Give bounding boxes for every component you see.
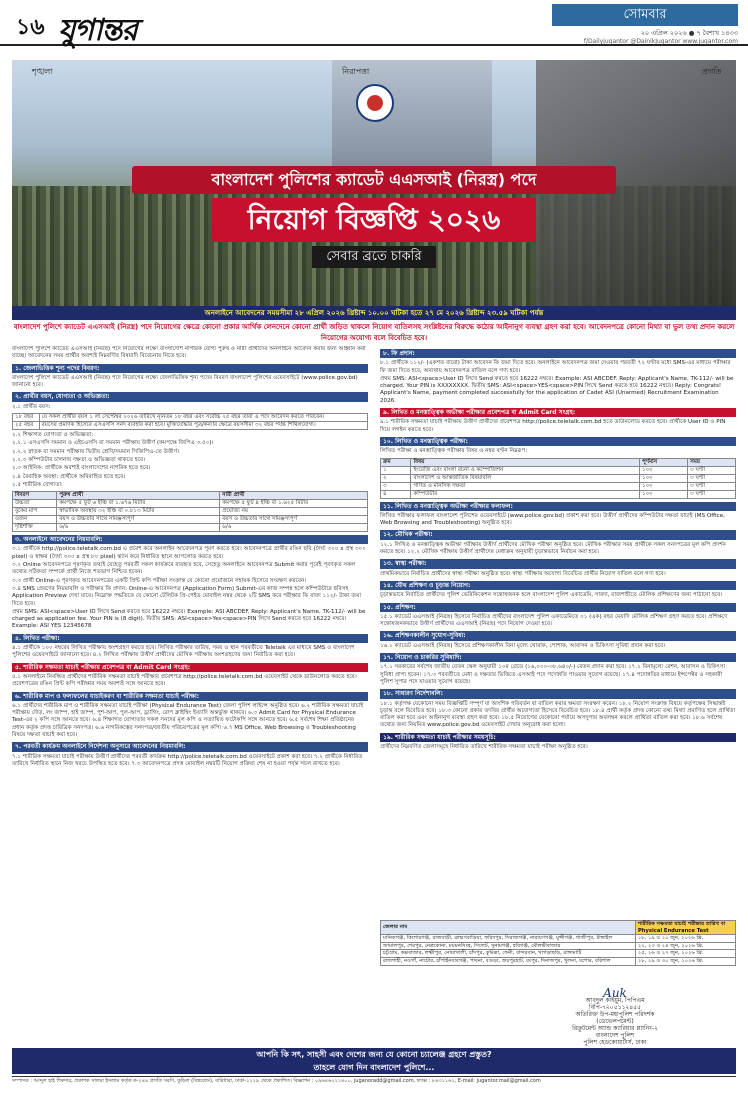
column-header: নারী প্রার্থী bbox=[220, 492, 368, 500]
table-cell: ১০০ bbox=[640, 490, 688, 498]
table-cell: যে সকল প্রার্থীর বয়স ১ লা সেপ্টেম্বর ২০২৬ তারিখে ন্যূনতম ১৮ বছর এবং সর্বোচ্চ ২৫ বছর তারা এ পদে আবেদন করতে পারবেন। bbox=[39, 414, 367, 422]
table-cell: প্রযোজ্য নয় bbox=[220, 508, 368, 516]
banner-line: তাহলে যোগ দিন বাংলাদেশ পুলিশে... bbox=[313, 1063, 435, 1072]
table-cell: কম্পিউটার bbox=[411, 490, 640, 498]
table-row bbox=[381, 474, 736, 482]
table-cell: বয়স ও উচ্চতার সাথে সামঞ্জস্যপূর্ণ bbox=[57, 516, 220, 524]
section-text: লিখিত পরীক্ষার ফলাফল বাংলাদেশ পুলিশের ওয়েবসাইটে (www.police.gov.bd) প্রকাশ করা হবে। উত্তীর্ণ প্রার্থীদের কম্পিউটার দক্ষতা যাচাই (MS Office, Web Browsing and Troubleshooting) অনুষ্ঠিত হবে। bbox=[380, 512, 725, 527]
section-text: ৩.২ Online আবেদনপত্রে পূরণকৃত তথ্যই যেহেতু পরবর্তী সকল কার্যক্রমে ব্যবহৃত হবে, সেহেতু অনলাইনে আবেদনপত্র Submit করার পূর্বেই পূরণকৃত সকল তথ্যের সঠিকতা সম্পর্কে প্রার্থী নিজে শতভাগ নিশ্চিত হবেন। bbox=[12, 562, 356, 576]
table-cell: বয়সের প্রমাণক হিসেবে এসএসসি সনদ ব্যবহার করা হবে। মুক্তিযোদ্ধার পুত্র/কন্যার ক্ষেত্রে বয়সসীমা ৩২ বছর পর্যন্ত শিথিলযোগ্য। bbox=[39, 422, 367, 430]
column-header: বিবরণ bbox=[13, 492, 57, 500]
list-item: ২.৩ আইনিক: প্রার্থীকে অবশ্যই বাংলাদেশের নাগরিক হতে হবে। bbox=[12, 465, 151, 472]
table-row bbox=[13, 508, 368, 516]
left-column bbox=[12, 346, 368, 920]
issue-date: ২০ এপ্রিল ২০২৬ ● ৭ বৈশাখ ১৪৩৩ bbox=[640, 29, 738, 37]
table-row bbox=[13, 500, 368, 508]
section-text: প্রার্থীদের নিম্নবর্ণিত জেলাসমূহে নির্ধারিত তারিখে শারীরিক সক্ষমতা যাচাই পরীক্ষা অনুষ্ঠিত হবে। bbox=[380, 743, 588, 750]
section-heading: ১৮. সাধারণ নির্দেশাবলি: bbox=[380, 689, 736, 698]
section-text: ৮.১ প্রার্থীকে ১১২/- (একশত বারো) টাকা আবেদন ফি জমা দিতে হবে। অনলাইনে আবেদনপত্র জমা দেওয়ার পরবর্তী ৭২ ঘণ্টার মধ্যে SMS-এর মাধ্যমে পরীক্ষার ফি জমা দিতে হবে, অন্যথায় আবেদনপত্র বাতিল বলে গণ্য হবে। bbox=[380, 360, 731, 374]
imprint-line: সম্পাদক : আব্দুল হাই শিকদার, প্রকাশক সালমা ইসলাম কর্তৃক ক-২৪৪ প্রগতি সরণি, কুড়িল (বিশ্বরোড), বারিধারা, ঢাকা-১২২৯ থেকে প্রকাশিত। বিজ্ঞাপন : ০৯৬৪৬০২১৪০০, juganoradd@gmail.com, ফ্যাক্স : ৮৪৩১১৬১, E-mail: jugantor.mail@gmail.com bbox=[12, 1076, 736, 1092]
signatory-office: পুলিশ হেডকোয়ার্টার্স, ঢাকা bbox=[583, 1039, 647, 1046]
table-cell: মানিকগঞ্জ, কিশোরগঞ্জ, রাজবাড়ী, ব্রাহ্মণবাড়িয়া, ফরিদপুর, সিরাজগঞ্জ, নারায়ণগঞ্জ, মুন্সীগঞ্জ, গাজীপুর, টাঙ্গাইল bbox=[381, 935, 636, 943]
table-cell: ১৮ বছর bbox=[13, 414, 40, 422]
subsection-heading: ২.২ শিক্ষাগত যোগ্যতা ও অভিজ্ঞতা: bbox=[12, 432, 94, 439]
table-header-row bbox=[381, 458, 736, 466]
section-heading: ৩. অনলাইনে আবেদনের নিয়মাবলি: bbox=[12, 535, 368, 544]
signatory-id: বিপি-৭২০৫১১২৪৫৫ bbox=[589, 1004, 641, 1011]
newspaper-logo: যুগান্তর bbox=[58, 13, 137, 48]
table-cell: বুকের মাপ bbox=[13, 508, 57, 516]
table-cell: ওজন bbox=[13, 516, 57, 524]
table-cell: ৩ ঘণ্টা bbox=[688, 482, 736, 490]
banner-line: আপনি কি সৎ, সাহসী এবং দেশের জন্য যে কোনো চ্যালেঞ্জ গ্রহণে প্রস্তুত? bbox=[256, 1050, 492, 1059]
table-row bbox=[13, 422, 368, 430]
signatory-unit: রিক্রুটমেন্ট অ্যান্ড ক্যারিয়ার প্ল্যানিং-২ bbox=[572, 1025, 658, 1032]
district-schedule bbox=[380, 918, 736, 968]
headline: বাংলাদেশ পুলিশের ক্যাডেট এএসআই (নিরস্ত্র) পদে bbox=[132, 166, 616, 194]
table-header-row bbox=[13, 492, 368, 500]
table-cell: ইংরেজি এবং বাংলা রচনা ও কম্পোজিশন bbox=[411, 466, 640, 474]
warning-text: বাংলাদেশ পুলিশে ক্যাডেট এএসআই (নিরস্ত্র) পদে নিয়োগের ক্ষেত্রে কোনো প্রকার আর্থিক লেনদেনে কোনো প্রার্থী জড়িত থাকলে নিয়োগ বাতিলসহ সংশ্লিষ্টদের বিরুদ্ধে কঠোর আইনানুগ ব্যবস্থা গ্রহণ করা হবে। আবেদনপত্রে কোনো মিথ্যা বা ভুল তথ্য প্রদান করলে নিয়োগের অযোগ্য বলে বিবেচিত হবে। bbox=[13, 323, 735, 342]
social-links: f/Dailyjugantor @DainikJugantor www.jugantor.com bbox=[583, 38, 738, 45]
table-cell: গণিত ও মানসিক দক্ষতা bbox=[411, 482, 640, 490]
section-text: বাংলাদেশ পুলিশে ক্যাডেট এএসআই (নিরস্ত্র) পদে নিয়োগের লক্ষ্যে জেলাভিত্তিক শূন্য পদের বিবরণ বাংলাদেশ পুলিশের ওয়েবসাইটে (www.police.gov.bd) জানানো হবে। bbox=[12, 374, 358, 389]
table-cell: রাজশাহী, নওগাঁ, নাটোর, চাঁপাইনবাবগঞ্জ, পাবনা, বগুড়া, জয়পুরহাট, রংপুর, দিনাজপুর, খুলনা, যশোর, বরিশাল bbox=[381, 957, 636, 965]
column-header: জেলার নাম bbox=[381, 921, 636, 935]
column-header: সময় bbox=[688, 458, 736, 466]
section-text: লিখিত পরীক্ষা ও মনস্তাত্ত্বিক পরীক্ষার বিষয় ও নম্বর বণ্টন নিম্নরূপ: bbox=[380, 448, 528, 455]
bottom-banner bbox=[12, 1048, 736, 1074]
section-heading: ৫. শারীরিক সক্ষমতা যাচাই পরীক্ষায় প্রবেশপত্র বা Admit Card সংগ্রহ: bbox=[12, 663, 368, 672]
table-cell: ৩ ঘণ্টা bbox=[688, 490, 736, 498]
section-heading: ১৬. প্রশিক্ষণকালীন সুযোগ-সুবিধা: bbox=[380, 631, 736, 640]
table-cell: ১ bbox=[381, 466, 411, 474]
section-heading: ৪. লিখিত পরীক্ষা: bbox=[12, 634, 368, 643]
signatory-org: বাংলাদেশ পুলিশ bbox=[595, 1032, 635, 1039]
table-row bbox=[381, 935, 736, 943]
section-heading: ১. জেলাভিত্তিক শূন্য পদের বিবরণ: bbox=[12, 364, 368, 373]
column-header: পুরুষ প্রার্থী bbox=[57, 492, 220, 500]
page-title: নিয়োগ বিজ্ঞপ্তি ২০২৬ bbox=[212, 198, 536, 242]
section-heading: ৬. শারীরিক মাপ ও ফলাফলের যাচাইকরণ বা শারীরিক সক্ষমতা যাচাই পরীক্ষা: bbox=[12, 692, 368, 701]
hero-image bbox=[12, 60, 736, 306]
table-cell: ৩ bbox=[381, 482, 411, 490]
section-heading: ১৯. শারীরিক সক্ষমতা যাচাই পরীক্ষার সময়সূচি: bbox=[380, 733, 736, 742]
district-table bbox=[380, 920, 736, 966]
tag-right: প্রগতি bbox=[702, 67, 722, 76]
section-text: ১৬.১ ক্যাডেট এএসআই (নিরস্ত্র) হিসেবে প্রশিক্ষণকালীন বিনা মূল্যে খোরাক, পোশাক, আবাসন ও চিকিৎসা সুবিধা প্রদান করা হবে। bbox=[380, 642, 666, 649]
table-cell: ২৫ বছর bbox=[13, 422, 40, 430]
table-cell: বয়স ও উচ্চতার সাথে সামঞ্জস্যপূর্ণ bbox=[220, 516, 368, 524]
deadline-bar: অনলাইনে আবেদনের সময়সীমা ২৮ এপ্রিল ২০২৬ খ্রিষ্টাব্দ ১০.০০ ঘটিকা হতে ২৭ মে ২০২৬ খ্রিষ্টাব্দ ২৩.৫৯ ঘটিকা পর্যন্ত bbox=[12, 306, 736, 320]
section-heading: ১৩. স্বাস্থ্য পরীক্ষা: bbox=[380, 559, 736, 568]
table-cell: কমপক্ষে ৫ ফুট ৪ ইঞ্চি বা ১.৬২৫ মিটার bbox=[220, 500, 368, 508]
table-row bbox=[13, 524, 368, 532]
table-cell: ১০০ bbox=[640, 466, 688, 474]
table-cell: চট্টগ্রাম, কক্সবাজার, লক্ষ্মীপুর, নোয়াখালী, চাঁদপুর, কুমিল্লা, ফেনী, বান্দরবান, খাগড়াছড়ি, রাঙ্গামাটি bbox=[381, 950, 636, 958]
section-text: ৩.৩ প্রার্থী Online-এ পূরণকৃত আবেদনপত্রের একটি প্রিন্ট কপি পরীক্ষা সংক্রান্ত যে কোনো প্রয়োজনে সহায়ক হিসেবে সংরক্ষণ করবেন। bbox=[12, 577, 307, 584]
table-row bbox=[381, 942, 736, 950]
section-text: ৪.১ প্রার্থীকে ১০০ নম্বরের লিখিত পরীক্ষায় অংশগ্রহণ করতে হবে। লিখিত পরীক্ষার তারিখ, সময় ও স্থান পরবর্তীতে Teletalk এর মাধ্যমে SMS ও বাংলাদেশ পুলিশের ওয়েবসাইটে জানানো হবে। ৪.২ লিখিত পরীক্ষায় উত্তীর্ণ প্রার্থীদের মৌখিক পরীক্ষায় অংশগ্রহণের জন্য নির্বাচিত করা হবে। bbox=[12, 645, 355, 659]
section-heading: ১৭. নিয়োগ ও চাকরির সুবিধাদি: bbox=[380, 653, 736, 662]
table-row bbox=[381, 490, 736, 498]
table-cell: ৪ bbox=[381, 490, 411, 498]
section-text: চূড়ান্তভাবে নির্বাচিত প্রার্থীদের পুলিশ ভেরিফিকেশন সন্তোষজনক হলে বাংলাদেশ পুলিশ একাডেমি, সারদা, রাজশাহীতে মৌলিক প্রশিক্ষণের জন্য পাঠানো হবে। bbox=[380, 592, 723, 599]
table-row bbox=[381, 482, 736, 490]
subsection-heading: ২.১ প্রার্থীর বয়স: bbox=[12, 403, 51, 410]
section-heading: ১৪. যৌথ প্রশিক্ষণ ও চূড়ান্ত নিয়োগ: bbox=[380, 581, 736, 590]
physical-table bbox=[12, 491, 368, 532]
table-cell: ২২, ২৩ ও ২৪ জুন, ২০২৬ খ্রি. bbox=[636, 942, 736, 950]
table-cell: ১৮, ১৯ ও ২০ জুন, ২০২৬ খ্রি. bbox=[636, 935, 736, 943]
table-cell: ১০০ bbox=[640, 474, 688, 482]
section-text: ৫.১ অনলাইনে নিবন্ধিত প্রার্থীদের শারীরিক সক্ষমতা যাচাই পরীক্ষার প্রবেশপত্র http://police.teletalk.com.bd ওয়েবসাইট থেকে ডাউনলোড করতে হবে। প্রবেশপত্রের রঙিন প্রিন্ট কপি পরীক্ষার সময় অবশ্যই সঙ্গে আনতে হবে। bbox=[12, 673, 357, 688]
section-heading: ১০. লিখিত ও মনস্তাত্ত্বিক পরীক্ষা: bbox=[380, 437, 736, 446]
table-row bbox=[381, 466, 736, 474]
table-row bbox=[381, 957, 736, 965]
list-item: ২.২.৩ কম্পিউটার চালনায় দক্ষতা ও অভিজ্ঞতা থাকতে হবে। bbox=[12, 456, 146, 463]
table-cell: উচ্চতা bbox=[13, 500, 57, 508]
table-cell: ৬/৬ bbox=[220, 524, 368, 532]
masthead bbox=[0, 0, 748, 46]
table-cell: ২৫, ২৬ ও ২৭ জুন, ২০২৬ খ্রি. bbox=[636, 950, 736, 958]
list-item: ২.২.১ এসএসসি সমমান ও এইচএসসি বা সমমান পরীক্ষায় উত্তীর্ণ (কমপক্ষে জিপিএ ৩.৫০)। bbox=[12, 440, 214, 447]
section-heading: ১১. লিখিত ও মনস্তাত্ত্বিক অভীক্ষা পরীক্ষার ফলাফল: bbox=[380, 502, 736, 511]
table-cell: ২ bbox=[381, 474, 411, 482]
tag-left: শৃঙ্খলা bbox=[32, 67, 53, 76]
sms-example: প্রথম SMS: ASI<space>User ID লিখে Send করতে হবে 16222 নম্বরে। Example: ASI ABCDEF. Reply: Applicant's Name, TK-112/- will be charged as application fee. Your PIN is (8 digit). দ্বিতীয় SMS: ASI<space>Yes<space>PIN লিখে Send করতে হবে 16222 নম্বরে। Example: ASI YES 12345678 bbox=[12, 608, 366, 630]
section-text: ১২.১ লিখিত ও মনস্তাত্ত্বিক অভীক্ষা পরীক্ষায় উত্তীর্ণ প্রার্থীদের মৌখিক পরীক্ষা অনুষ্ঠিত হবে। মৌখিক পরীক্ষার সময় প্রার্থীকে সকল সনদপত্রের মূল কপি প্রদর্শন করতে হবে। ১২.২ মৌখিক পরীক্ষায় উত্তীর্ণ প্রার্থীদের মেধাক্রম অনুযায়ী চূড়ান্তভাবে নির্বাচন করা হবে। bbox=[380, 541, 726, 556]
section-text: ১৫.১ ক্যাডেট এএসআই (নিরস্ত্র) হিসেবে নির্বাচিত প্রার্থীদের বাংলাদেশ পুলিশ একাডেমিতে ০১ (এক) বছর মেয়াদি মৌলিক প্রশিক্ষণ গ্রহণ করতে হবে। প্রশিক্ষণে সন্তোষজনকভাবে উত্তীর্ণ প্রার্থীদের এএসআই (নিরস্ত্র) পদে নিয়োগ দেওয়া হবে। bbox=[380, 613, 728, 628]
table-cell: ২৮, ২৯ ও ৩০ জুন, ২০২৬ খ্রি. bbox=[636, 957, 736, 965]
table-cell: দৃষ্টিশক্তি bbox=[13, 524, 57, 532]
day-label: সোমবার bbox=[552, 4, 738, 26]
signatory-name: আবদুল কাইয়ুম, পিপিএম bbox=[585, 997, 645, 1004]
table-cell: জামালপুর, শেরপুর, নেত্রকোনা, ময়মনসিংহ, সিলেট, সুনামগঞ্জ, হবিগঞ্জ, মৌলভীবাজার bbox=[381, 942, 636, 950]
section-heading: ৮. ফি প্রদান: bbox=[380, 349, 736, 358]
page-number: ১৬ bbox=[16, 15, 45, 40]
column-header: ক্রম bbox=[381, 458, 411, 466]
intro-text: বাংলাদেশ পুলিশে ক্যাডেট এএসআই (নিরস্ত্র) পদে নিয়োগের লক্ষ্যে বাংলাদেশি নাগরিক যোগ্য পুরুষ ও নারী প্রার্থীদের অনলাইনে আবেদন করার জন্য আহ্বান করা যাচ্ছে। আবেদনের সময় প্রার্থীর অবশ্যই নিম্নবর্ণিত বিষয়াদি বিবেচনায় নিতে হবে। bbox=[12, 346, 366, 360]
table-cell: ৩ ঘণ্টা bbox=[688, 466, 736, 474]
age-table bbox=[12, 413, 368, 430]
section-text: ১৭.১ সরকারের সর্বশেষ জাতীয় বেতন স্কেল অনুযায়ী ১০ম গ্রেডে (১৬,০০০-৩৮,৬৪০/-) বেতন প্রদান করা হবে। ১৭.২ বিনামূল্যে রেশন, আবাসন ও চিকিৎসা সুবিধা প্রাপ্য হবেন। ১৭.৩ পরবর্তীতে মেধা ও দক্ষতার ভিত্তিতে এসআই পদে পদোন্নতি পাওয়ার সুযোগ রয়েছে। ১৭.৪ পদোন্নতির মাধ্যমে ইন্সপেক্টর ও সহকারী পুলিশ সুপার পদে যাওয়ার সুযোগ রয়েছে। bbox=[380, 664, 726, 685]
column-header: বিষয় bbox=[411, 458, 640, 466]
table-cell: ৬/৬ bbox=[57, 524, 220, 532]
section-heading: ১৫. প্রশিক্ষণ: bbox=[380, 603, 736, 612]
handwritten-signature: Auk bbox=[603, 986, 627, 1000]
table-row bbox=[381, 950, 736, 958]
section-text: ৯.১ শারীরিক সক্ষমতা যাচাই পরীক্ষায় উত্তীর্ণ প্রার্থীদের প্রবেশপত্র http://police.teletalk.com.bd হতে ডাউনলোড করতে হবে। প্রার্থীকে User ID ও PIN দিয়ে লগইন করতে হবে। bbox=[380, 419, 726, 433]
table-cell: ১০০ bbox=[640, 482, 688, 490]
list-item: ২.২.২ স্নাতক বা সমমান পরীক্ষায় দ্বিতীয় শ্রেণি/সমমান সিজিপিএ-তে উত্তীর্ণ। bbox=[12, 448, 179, 455]
section-text: ৬.১ প্রার্থীদের শারীরিক মাপ ও শারীরিক সক্ষমতা যাচাই পরীক্ষা (Physical Endurance Test) জেলা পুলিশ লাইন্সে অনুষ্ঠিত হবে। ৬.২ শারীরিক সক্ষমতা যাচাই পরীক্ষায় দৌড়, লং জাম্প, হাই জাম্প, পুশ-আপ, পুল-আপ, ড্র্যাগিং, রোপ ক্লাইম্বিং ইত্যাদি অন্তর্ভুক্ত থাকবে। ৬.৩ Admit Card for Physical Endurance Test-এর ২ কপি সঙ্গে আনতে হবে। ৬.৪ শিক্ষাগত যোগ্যতার সকল সনদের মূল কপি ও সত্যায়িত ফটোকপি সঙ্গে আনতে হবে। ৬.৫ সর্বশেষ শিক্ষা প্রতিষ্ঠানের প্রধান কর্তৃক প্রদত্ত চারিত্রিক সনদপত্র। ৬.৬ নাগরিকত্বের সনদপত্র/জাতীয় পরিচয়পত্রের মূল কপি। ৬.৭ MS Office, Web Browsing ও Troubleshooting বিষয়ে দক্ষতা যাচাই করা হবে। bbox=[12, 702, 364, 738]
exam-table bbox=[380, 458, 736, 499]
table-row bbox=[13, 414, 368, 422]
list-item: ২.৪ বৈবাহিক অবস্থা: প্রার্থীকে অবিবাহিত হতে হবে। bbox=[12, 473, 126, 480]
table-header-row bbox=[381, 921, 736, 935]
signature-block bbox=[560, 986, 670, 1046]
table-cell: ৩ ঘণ্টা bbox=[688, 474, 736, 482]
section-heading: ১২. মৌখিক পরীক্ষা: bbox=[380, 530, 736, 539]
subtitle: সেবার ব্রতে চাকরি bbox=[312, 246, 436, 268]
column-header: পূর্ণমান bbox=[640, 458, 688, 466]
section-heading: ৯. লিখিত ও মনস্তাত্ত্বিক অভীক্ষা পরীক্ষার প্রবেশপত্র বা Admit Card সংগ্রহ: bbox=[380, 408, 736, 417]
section-text: ৩.৪ SMS প্রেরণের নিয়মাবলি ও পরীক্ষার ফি প্রদান: Online-এ আবেদনপত্র (Application Form) Submit-এর কাজ সম্পন্ন হলে কম্পিউটারে ছবিসহ Application Preview দেখা যাবে। নিম্নোক্ত পদ্ধতিতে যে কোনো টেলিটক প্রি-পেইড মোবাইল নম্বর থেকে ২টি SMS করে পরীক্ষার ফি বাবদ ১১২/- টাকা জমা দিতে হবে। bbox=[12, 585, 361, 607]
table-cell: স্বাভাবিক অবস্থায় ৩২ ইঞ্চি বা ০.৮১৩ মিটার bbox=[57, 508, 220, 516]
sms-example: প্রথম SMS: ASI<space>User ID লিখে Send করতে হবে 16222 নম্বরে। Example: ASI ABCDEF. Reply: Applicant's Name, TK-112/- will be charged. Your PIN is XXXXXXXX. দ্বিতীয় SMS: ASI<space>YES<space>PIN লিখে Send করতে হবে 16222 নম্বরে। Reply: Congrats! Applicant's Name, payment completed successfully for the application of Cadet ASI (Unarmed) Recruitment Examination 2026. bbox=[380, 375, 734, 404]
police-emblem-icon bbox=[356, 84, 394, 122]
table-cell: কমপক্ষে ৫ ফুট ৬ ইঞ্চি বা ১.৬৭৬ মিটার bbox=[57, 500, 220, 508]
section-heading: ২. প্রার্থীর বয়স, যোগ্যতা ও অভিজ্ঞতা: bbox=[12, 392, 368, 401]
section-text: প্রাথমিকভাবে নির্বাচিত প্রার্থীদের স্বাস্থ্য পরীক্ষা অনুষ্ঠিত হবে। স্বাস্থ্য পরীক্ষায় অযোগ্য বিবেচিত প্রার্থীর নিয়োগ বাতিল বলে গণ্য হবে। bbox=[380, 570, 666, 577]
subsection-heading: ২.৫ শারীরিক যোগ্যতা: bbox=[12, 481, 63, 488]
section-heading: ৭. পরবর্তী কার্যক্রম অনলাইনে নির্দেশনা অনুসারে আবেদনের নিয়মাবলি: bbox=[12, 742, 368, 751]
tag-center: নিরাপত্তা bbox=[342, 67, 370, 76]
section-text: ৭.১ শারীরিক সক্ষমতা যাচাই পরীক্ষায় উত্তীর্ণ প্রার্থীদের পরবর্তী কার্যক্রম http://police.teletalk.com.bd ওয়েবসাইটে প্রকাশ করা হবে। ৭.২ প্রার্থীকে নির্ধারিত তারিখে নির্ধারিত স্থানে নিজ খরচে উপস্থিত হতে হবে। ৭.৩ আবেদনপত্রে প্রদত্ত মোবাইল নম্বরটি নিয়োগ প্রক্রিয়া শেষ না হওয়া পর্যন্ত সচল রাখতে হবে। bbox=[12, 753, 363, 767]
right-column bbox=[380, 346, 736, 916]
column-header: শারীরিক সক্ষমতা যাচাই পরীক্ষার তারিখ বা Physical Endurance Test bbox=[636, 921, 736, 935]
table-row bbox=[13, 516, 368, 524]
section-text: ৩.১ প্রার্থীকে http://police.teletalk.com.bd এ প্রবেশ করে অনলাইন আবেদনপত্র পূরণ করতে হবে। আবেদনপত্রে প্রার্থীর রঙিন ছবি (দৈর্ঘ্য ৩০০ x প্রস্থ ৩০০ pixel) ও স্বাক্ষর (দৈর্ঘ্য ৩০০ x প্রস্থ ৮০ pixel) স্ক্যান করে নির্ধারিত স্থানে আপলোড করতে হবে। bbox=[12, 546, 366, 560]
table-cell: বাংলাদেশ ও আন্তর্জাতিক বিষয়াবলি bbox=[411, 474, 640, 482]
signatory-title: অতিরিক্ত উপ-মহাপুলিশ পরিদর্শক (ডেভেলপমেন্ট) bbox=[575, 1011, 655, 1025]
section-text: ১৮.১ কর্তৃপক্ষ যেকোনো সময় বিজ্ঞপ্তিটি সম্পূর্ণ বা আংশিক পরিবর্তন বা বাতিল করার ক্ষমতা সংরক্ষণ করেন। ১৮.২ নিয়োগ সংক্রান্ত বিষয়ে কর্তৃপক্ষের সিদ্ধান্তই চূড়ান্ত বলে বিবেচিত হবে। ১৮.৩ কোনো প্রকার তদবির প্রার্থীর অযোগ্যতা হিসেবে বিবেচিত হবে। ১৮.৪ প্রার্থী কর্তৃক প্রদত্ত কোনো তথ্য মিথ্যা প্রমাণিত হলে প্রার্থিতা বাতিল করা হবে এবং আইনানুগ ব্যবস্থা গ্রহণ করা হবে। ১৮.৫ নিয়োগের যেকোনো পর্যায়ে অসদুপায় অবলম্বন করলে প্রার্থিতা বাতিল করা হবে। ১৮.৬ সর্বশেষ তথ্যের জন্য নিয়মিত www.police.gov.bd ওয়েবসাইট দেখার অনুরোধ করা হলো। bbox=[380, 700, 736, 729]
